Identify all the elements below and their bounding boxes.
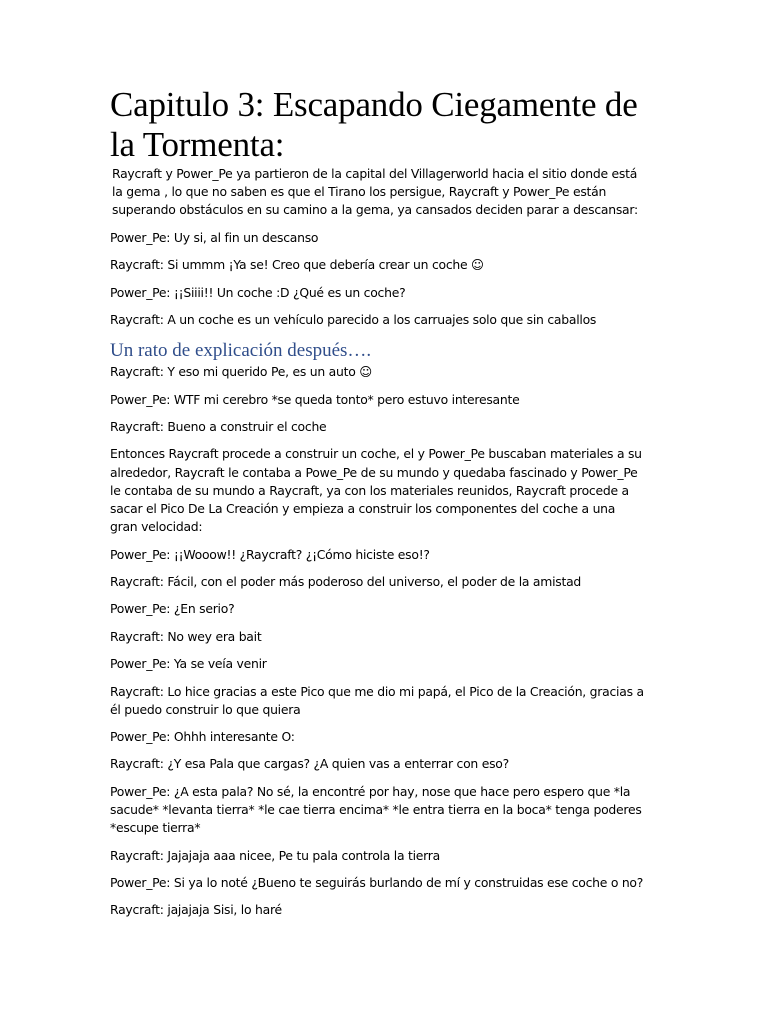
paragraph: Raycraft: A un coche es un vehículo parecido a los carruajes solo que sin caballos	[110, 311, 597, 327]
paragraph: Raycraft: jajajaja Sisi, lo haré	[110, 902, 282, 918]
paragraph: Power_Pe: ¡¡Siiii!! Un coche :D ¿Qué es un coche?	[110, 284, 406, 300]
paragraph: Power_Pe: Uy si, al fin un descanso	[110, 229, 319, 245]
paragraph: Raycraft: Fácil, con el poder más poderoso del universo, el poder de la amistad	[110, 573, 582, 589]
paragraph: Raycraft: Si ummm ¡Ya se! Creo que debería crear un coche ☺	[110, 257, 484, 273]
paragraph: Power_Pe: Si ya lo noté ¿Bueno te seguirás burlando de mí y construidas ese coche o no?	[110, 875, 644, 891]
intro-paragraph: Raycraft y Power_Pe ya partieron de la capital del Villagerworld hacia el sitio donde está la gema , lo que no saben es que el Tirano los persigue, Raycraft y Power_Pe están superando obstáculos en su camino a la gema, ya cansados deciden parar a descansar:	[112, 166, 638, 218]
paragraph: Power_Pe: Ya se veía venir	[110, 656, 267, 672]
paragraph: Raycraft: Jajajaja aaa nicee, Pe tu pala controla la tierra	[110, 847, 440, 863]
dialogue-section-1	[110, 229, 645, 329]
paragraph: Raycraft: No wey era bait	[110, 628, 262, 644]
paragraph: Power_Pe: ¡¡Wooow!! ¿Raycraft? ¿¡Cómo hiciste eso!?	[110, 546, 430, 562]
paragraph: Raycraft: ¿Y esa Pala que cargas? ¿A quien vas a enterrar con eso?	[110, 756, 509, 772]
paragraph: Power_Pe: ¿En serio?	[110, 601, 235, 617]
paragraph: Raycraft: Y eso mi querido Pe, es un auto ☺	[110, 364, 372, 380]
paragraph: Raycraft: Lo hice gracias a este Pico que me dio mi papá, el Pico de la Creación, gracias a él puedo construir lo que quiera	[110, 683, 644, 717]
paragraph: Power_Pe: ¿A esta pala? No sé, la encontré por hay, nose que hace pero espero que *la sacude* *levanta tierra* *le cae tierra encima* *le entra tierra en la boca* tenga poderes *escupe tierra*	[110, 783, 642, 836]
document-page	[110, 85, 645, 929]
chapter-title: Capitulo 3: Escapando Ciegamente de la Tormenta:	[110, 85, 638, 164]
paragraph: Power_Pe: WTF mi cerebro *se queda tonto* pero estuvo interesante	[110, 391, 520, 407]
paragraph: Raycraft: Bueno a construir el coche	[110, 418, 327, 434]
dialogue-section-2	[110, 363, 645, 919]
narration-paragraph: Entonces Raycraft procede a construir un coche, el y Power_Pe buscaban materiales a su alrededor, Raycraft le contaba a Powe_Pe de su mundo y quedaba fascinado y Power_Pe le contaba de su mundo a Raycraft, ya con los materiales reunidos, Raycraft procede a sacar el Pico De La Creación y empieza a construir los componentes del coche a una gran velocidad:	[110, 446, 642, 535]
paragraph: Power_Pe: Ohhh interesante O:	[110, 729, 295, 745]
section-subheading: Un rato de explicación después….	[110, 340, 372, 362]
